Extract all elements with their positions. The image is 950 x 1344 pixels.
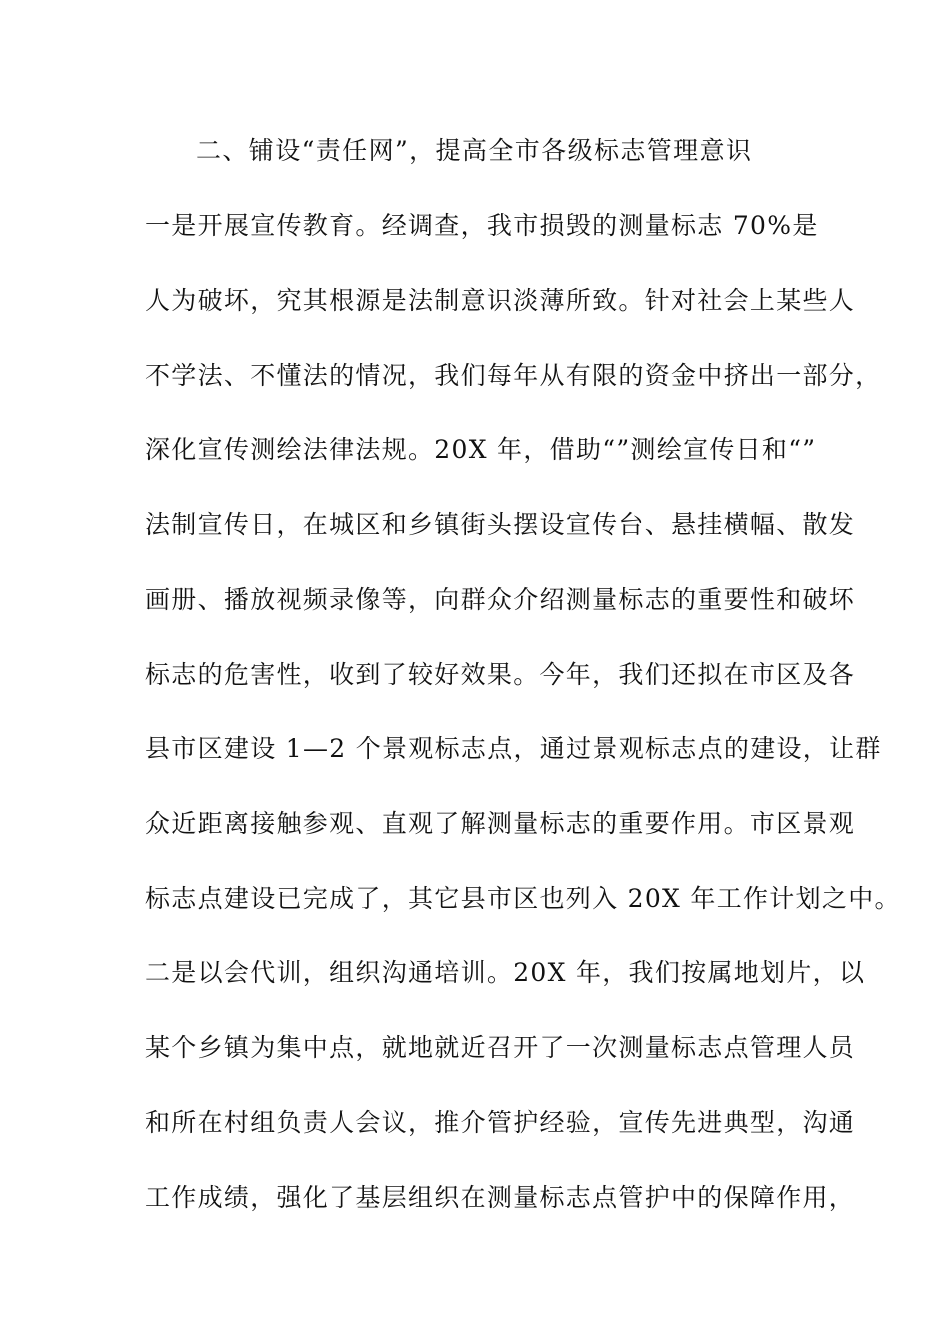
paragraph-line: 众近距离接触参观、直观了解测量标志的重要作用。市区景观 [145, 809, 856, 838]
paragraph-line: 法制宣传日，在城区和乡镇街头摆设宣传台、悬挂横幅、散发 [145, 510, 856, 539]
paragraph-line: 和所在村组负责人会议，推介管护经验，宣传先进典型，沟通 [145, 1108, 856, 1137]
paragraph-line: 一是开展宣传教育。经调查，我市损毁的测量标志 70%是 [145, 211, 819, 240]
paragraph-line: 深化宣传测绘法律法规。20X 年，借助“”测绘宣传日和“” [145, 435, 817, 464]
paragraph-line: 标志点建设已完成了，其它县市区也列入 20X 年工作计划之中。 [145, 884, 901, 913]
section-heading: 二、铺设“责任网”，提高全市各级标志管理意识 [196, 136, 753, 165]
paragraph-line: 不学法、不懂法的情况，我们每年从有限的资金中挤出一部分， [145, 361, 882, 390]
paragraph-line: 二是以会代训，组织沟通培训。20X 年，我们按属地划片，以 [145, 958, 866, 987]
paragraph-line: 工作成绩，强化了基层组织在测量标志点管护中的保障作用， [145, 1183, 856, 1212]
paragraph-line: 县市区建设 1—2 个景观标志点，通过景观标志点的建设，让群 [145, 734, 882, 763]
paragraph-line: 画册、播放视频录像等，向群众介绍测量标志的重要性和破坏 [145, 585, 856, 614]
paragraph-line: 标志的危害性，收到了较好效果。今年，我们还拟在市区及各 [145, 660, 856, 689]
paragraph-line: 某个乡镇为集中点，就地就近召开了一次测量标志点管理人员 [145, 1033, 856, 1062]
paragraph-line: 人为破坏，究其根源是法制意识淡薄所致。针对社会上某些人 [145, 286, 856, 315]
